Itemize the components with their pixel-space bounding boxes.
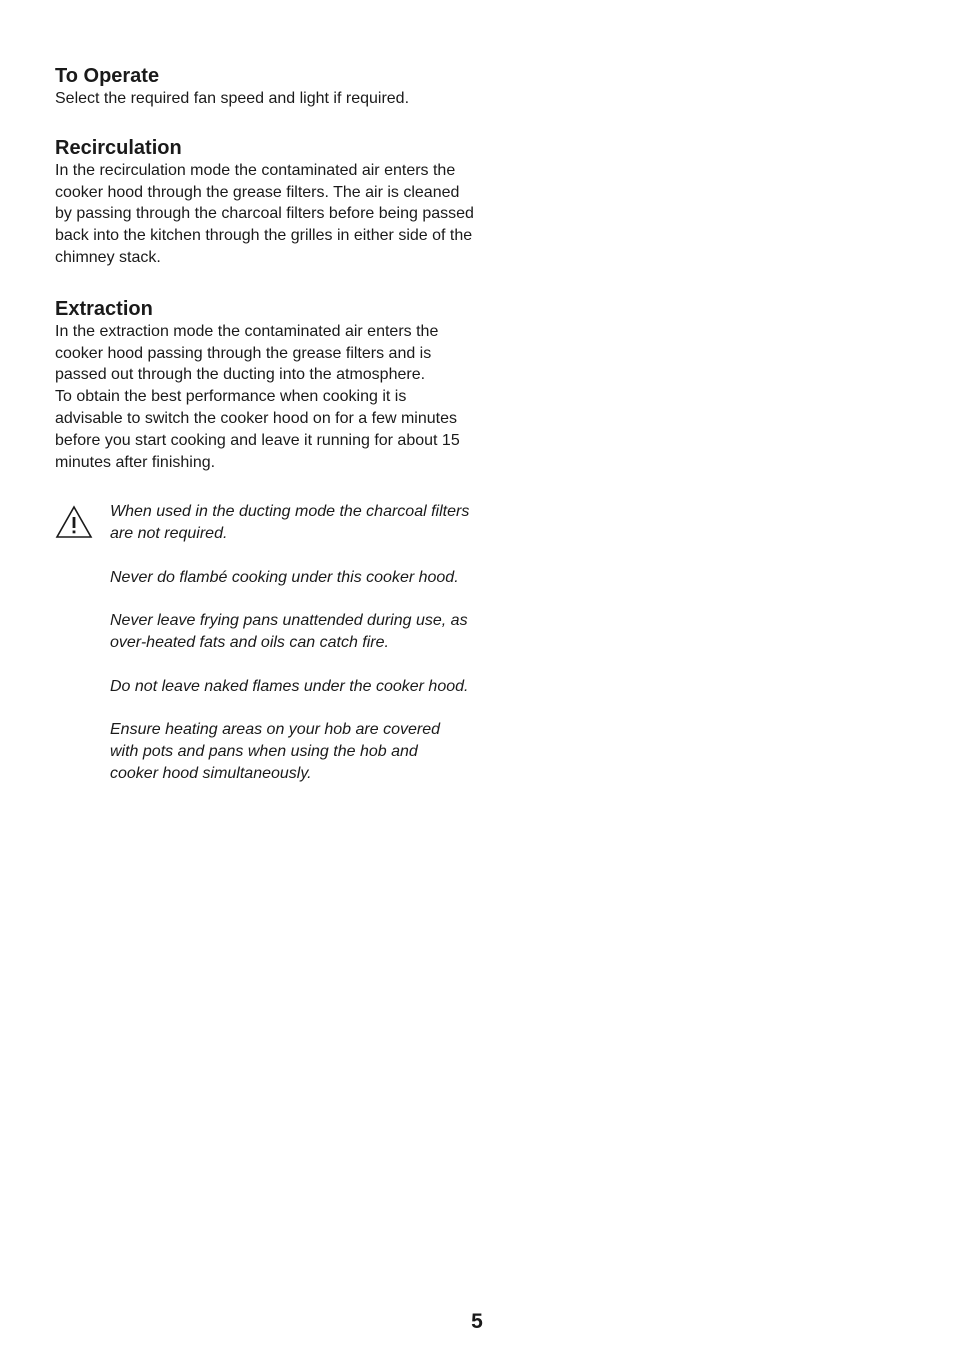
text-extraction-performance: To obtain the best performance when cooking it is advisable to switch the cooker hood on for a few minutes before you start cooking and leave it running for about 15 minutes after finishing.: [55, 388, 460, 471]
page-number: 5: [471, 1310, 483, 1333]
heading-recirculation: Recirculation: [55, 136, 182, 159]
section-recirculation: [55, 136, 475, 269]
text-to-operate: Select the required fan speed and light if required.: [55, 90, 410, 107]
text-recirculation: In the recirculation mode the contaminated air enters the cooker hood through the grease filters. The air is cleaned by passing through the charcoal filters before being passed back into the kitchen through the grilles in either side of the chimney stack.: [55, 161, 474, 266]
page-content: [55, 64, 475, 807]
warning-flambe: Never do flambé cooking under this cooker hood.: [110, 568, 459, 586]
warning-block: [55, 501, 470, 784]
warning-triangle-icon: [55, 505, 93, 539]
warning-frying-pans: Never leave frying pans unattended during use, as over-heated fats and oils can catch fire.: [110, 612, 468, 652]
text-extraction: In the extraction mode the contaminated air enters the cooker hood passing through the grease filters and is passed out through the ducting into the atmosphere.: [55, 322, 439, 384]
warning-heating-areas: Ensure heating areas on your hob are covered with pots and pans when using the hob and cooker hood simultaneously.: [110, 721, 440, 782]
section-to-operate: [55, 64, 475, 110]
warning-charcoal-filters: When used in the ducting mode the charcoal filters are not required.: [110, 503, 470, 543]
section-extraction: [55, 297, 475, 474]
heading-to-operate: To Operate: [55, 65, 160, 87]
warning-naked-flames: Do not leave naked flames under the cooker hood.: [110, 677, 469, 695]
heading-extraction: Extraction: [55, 297, 153, 320]
